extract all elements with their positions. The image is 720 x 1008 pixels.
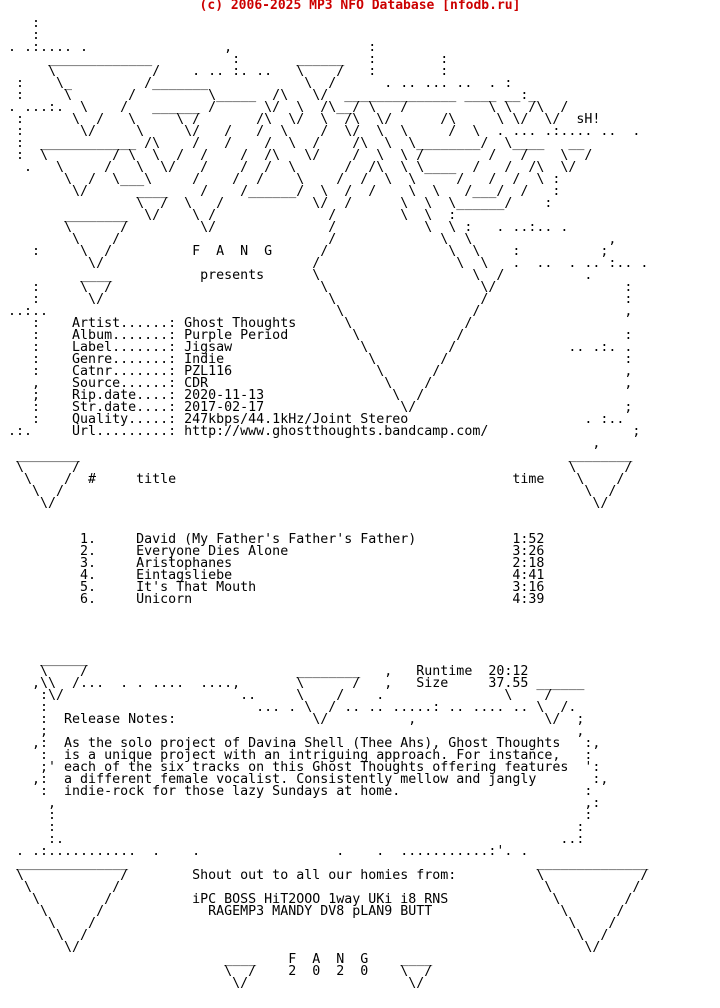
nfo-line: . ...:. \ / ______ / \/ \ /\__/ \ / \ \ /\ / [0, 100, 569, 115]
nfo-line: , ,: [0, 796, 601, 811]
nfo-line: \ / Shout out to all our homies from: \ / [0, 868, 649, 883]
nfo-line: : : [0, 808, 593, 823]
nfo-line: : \ / F A N G / \ \ : ; [0, 244, 609, 259]
nfo-line: ;' each of the six tracks on this Ghost Thoughts offering features ': [0, 760, 601, 775]
nfo-line: : Catnr.......: PZL116 \ / , [0, 364, 633, 379]
nfo-line: ______________ ______________ [0, 856, 649, 871]
nfo-line: : \ / \ \ / / / /\ \/ / \ \ / / / \ / [0, 148, 593, 163]
nfo-line: 4. Eintagsliebe 4:41 [0, 568, 545, 583]
nfo-line: 6. Unicorn 4:39 [0, 592, 545, 607]
nfo-line: : Artist......: Ghost Thoughts \ / [0, 316, 473, 331]
nfo-line: _____________ : ______ : : [0, 52, 449, 67]
nfo-line: \/ \/ [0, 976, 425, 991]
site-header: (c) 2006-2025 MP3 NFO Database [nfodb.ru] [199, 0, 521, 13]
nfo-line: ____ presents \ \ / . [0, 268, 593, 283]
nfo-line: , Source......: CDR \ / , [0, 376, 633, 391]
nfo-line: :. ..: [0, 832, 585, 847]
nfo-line: ________ ________ [0, 448, 633, 463]
nfo-line: : ____________ /\ / / / \ / /\ \ \________/ \____ __ [0, 136, 585, 151]
nfo-line: ____ F A N G ____ [0, 952, 433, 967]
nfo-line: : Release Notes: \/ , \/ ; [0, 712, 585, 727]
nfo-line: : Str.date....: 2017-02-17 \/ ; [0, 400, 633, 415]
nfo-line: : [0, 16, 41, 31]
nfo-line: ..:.. \ / , [0, 304, 633, 319]
nfo-line: \ / RAGEMP3 MANDY DV8 pLAN9 BUTT \ / [0, 904, 625, 919]
nfo-line: : : [0, 820, 585, 835]
nfo-line: : indie-rock for those lazy Sundays at home. : [0, 784, 593, 799]
nfo-line: ________ \/ \ / / \ \ : [0, 208, 457, 223]
nfo-line: \ / \ / [0, 916, 617, 931]
nfo-line: \ / \ / [0, 460, 633, 475]
nfo-line: . \ / \ \/ / / / \ / /\ \ \____ / / /\ \/ [0, 160, 577, 175]
nfo-line: \ / \ / \/ / \ \ \______/ : [0, 196, 553, 211]
nfo-line: \ / \ / [0, 880, 641, 895]
nfo-line: \/ ____ / /______/ \ / / \ \ /___/ / : [0, 184, 561, 199]
nfo-line: : Genre.......: Indie \ / : [0, 352, 633, 367]
nfo-line: : Label.......: Jigsaw \ / .. .:. . [0, 340, 633, 355]
nfo-line: \ / \ / [0, 928, 609, 943]
nfo-line: \ / 2 0 2 0 \ / [0, 964, 433, 979]
nfo-line: \ / \/ / \ \ : . ..:.. . [0, 220, 569, 235]
nfo-line: \ / / \ \ , [0, 232, 617, 247]
nfo-line: : is a unique project with an intriguing approach. For instance, : [0, 748, 593, 763]
nfo-line: : \ / \ \ / /\ \/ \ /\ \/ /\ \ \/ \/ sH! [0, 112, 601, 127]
nfo-line: ______ [0, 652, 513, 667]
nfo-line: ; Rip.date....: 2020-11-13 \ / [0, 388, 425, 403]
nfo-line: 1. David (My Father's Father's Father) 1:52 [0, 532, 545, 547]
nfo-line: 5. It's That Mouth 3:16 [0, 580, 545, 595]
nfo-line: \ / ________ , Runtime 20:12 [0, 664, 529, 679]
nfo-line: \ / \___\ / / / \ / / \ \ / / / \ : [0, 172, 561, 187]
nfo-line: :\/ .. \ / . \ / [0, 688, 553, 703]
nfo-line: : \ / \_____ /\ \/ ______________ ____ __:_ [0, 88, 537, 103]
nfo-line: ,\\ /... . . .... ...., \ / , Size 37.55 ______ [0, 676, 585, 691]
nfo-line: \ / # title time \ / [0, 472, 625, 487]
nfo-line: \ / \ / [0, 484, 617, 499]
nfo-line: : \/ \ / : [0, 292, 633, 307]
nfo-line: 3. Aristophanes 2:18 [0, 556, 545, 571]
nfo-line: ; , [0, 724, 585, 739]
nfo-line: \/ / \ \ . .. . .. :.. . [0, 256, 649, 271]
nfo-line: . .:........... . . . . ...........:'. . [0, 844, 529, 859]
nfo-line: \/ \/ [0, 940, 601, 955]
nfo-line: ,: a different female vocalist. Consistently mellow and jangly :, [0, 772, 609, 787]
nfo-line: : Quality.....: 247kbps/44.1kHz/Joint Stereo . :.. [0, 412, 625, 427]
nfo-line: : \ / \ \/ : [0, 280, 633, 295]
nfo-line: \ / . .. :. .. \ / : : [0, 64, 449, 79]
nfo-line: : \/ \ \/ / / \ / \/ \ \ / \ . ... .:.... .. . [0, 124, 641, 139]
nfo-line: : [0, 28, 41, 43]
nfo-line: \ / iPC BOSS HiT2OOO 1way UKi i8 RNS \ / [0, 892, 633, 907]
nfo-line: . .:.... . , : [0, 40, 377, 55]
nfo-line: : ... . \ / .. .. .....: .. .... .. \ /. [0, 700, 577, 715]
nfo-line: , [0, 436, 601, 451]
nfo-line: ,: As the solo project of Davina Shell (Thee Ahs), Ghost Thoughts :, [0, 736, 601, 751]
nfo-line: 2. Everyone Dies Alone 3:26 [0, 544, 545, 559]
nfo-line: : \_ /_______ \ / . .. ... .. . : [0, 76, 513, 91]
nfo-line: .:. Url.........: http://www.ghostthoughts.bandcamp.com/ ; [0, 424, 641, 439]
nfo-line: : Album.......: Purple Period \ / : [0, 328, 633, 343]
nfo-line: \/ \/ [0, 496, 609, 511]
